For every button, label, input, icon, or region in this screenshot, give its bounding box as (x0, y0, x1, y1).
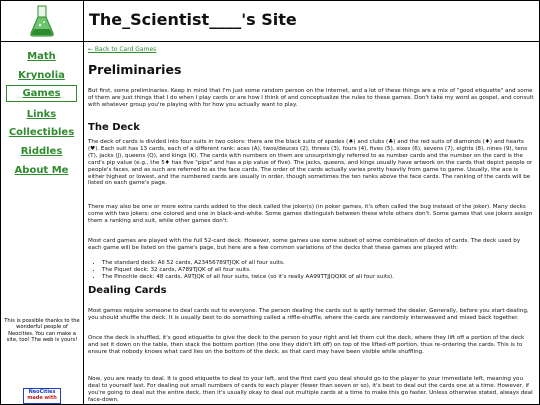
sidebar-item-about-me[interactable]: About Me (14, 165, 69, 176)
sidebar-item-games[interactable]: Games (6, 85, 77, 102)
list-item: • The Pinochle deck: 48 cards, A9TJQK of all four suits, twice (so it's really AA99TTJJQQKK of all four suits). (102, 274, 534, 281)
dealing-paragraph-1: Most games require someone to deal cards out to everyone. The person dealing the cards out is aptly termed the dealer. Generally, before you start dealing, you should shuffle the deck. It is usually best to do something called a riffle-shuffle, where the cards are randomly interweaved and mixed back together. (88, 308, 529, 321)
deck-heading: The Deck (88, 122, 140, 133)
sidebar-item-krynolia[interactable]: Krynolia (18, 70, 65, 81)
dealing-paragraph-2: Once the deck is shuffled, it's good etiquette to give the deck to the person to your right and let them cut the deck, where they lift off a portion of the deck and set it down on the table, then stack the bottom portion (the one they didn't lift off) on top of the lifted-off portion, thus re-ordering the cards. This is to ensure that nobody knows what card lies on the bottom of the deck, as that card may have been visible while shuffling. (88, 335, 525, 355)
neocities-badge[interactable] (23, 388, 61, 404)
deck-variations-list (88, 260, 534, 281)
list-item: • The standard deck: All 52 cards, A23456789TJQK of all four suits. (102, 260, 534, 267)
site-logo[interactable] (0, 0, 83, 41)
neocities-credit: This is possible thanks to the wonderful people of Neocities. You can make a site, too! The web is yours! (4, 318, 80, 343)
badge-bottom-text: made with (27, 395, 57, 401)
main-content (88, 42, 536, 405)
list-item: • The Piquet deck: 32 cards, A789TJQK of all four suits. (102, 267, 534, 274)
intro-paragraph: But first, some preliminaries. Keep in mind that I'm just some random person on the internet, and a lot of these things are a mix of "good etiquette" and some of them are just things that I do when I play cards or are how I think of and conceptualize the rules to these games. Don't take my word as gospel, and consult with whatever group you're playing with for how you actually want to play. (88, 88, 534, 108)
dealing-paragraph-3: Now, you are ready to deal. It is good etiquette to deal to your left, and the first card you deal should go to the player to your immediate left, meaning you deal to yourself last. For dealing out small numbers of cards to each player (fewer than seven or so), it's best to deal out the cards one at a time. However, if you're going to deal out the entire deck, then it's usually okay to deal out multiple cards at a time to make this go faster. Unless otherwise stated, always deal face-down. (88, 376, 533, 403)
deck-paragraph-1: The deck of cards is divided into four suits in two colors: there are the black suits of spades (♠) and clubs (♣) and the red suits of diamonds (♦) and hearts (♥). Each suit has 13 cards, each of a different rank: aces (A), twos/deuces (2), threes (3), fours (4), fives (5), sixes (6), sevens (7), eights (8), nines (9), tens (T), jacks (J), queens (Q), and kings (K). The cards with numbers on them are unsurprisingly referred to as number cards and the number on the card is the card's pip value (e.g., the 5♦ has five "pips" and has a pip value of five). The jacks, queens, and kings usually have artwork on the cards that depict people or people's faces, and as such are referred to as the face cards. The order of the cards actually varies pretty heavily from game to game. Usually, the ace is either highest or lowest, and the numbered cards are usually in order, though sometimes the ten ranks above the face cards. The ranking of the cards will be listed on each game's page. (88, 139, 533, 187)
sidebar-item-collectibles[interactable]: Collectibles (8, 127, 75, 138)
sidebar-nav (0, 42, 83, 405)
badge-top-text: NeoCities (28, 389, 56, 395)
sidebar-item-riddles[interactable]: Riddles (20, 146, 63, 157)
sidebar-item-math[interactable]: Math (27, 51, 56, 62)
sidebar-item-links[interactable]: Links (26, 109, 57, 120)
flask-icon (29, 4, 55, 38)
deck-paragraph-2: There may also be one or more extra cards added to the deck called the joker(s) (in poker games, it's often called the bug instead of the joker). Many decks come with two jokers: one colored and one in black-and-white. Some games distinguish between these while others don't. Some games that use jokers assign them a ranking and suit, while other games don't. (88, 204, 533, 224)
back-to-card-games-link[interactable]: ← Back to Card Games (88, 46, 157, 53)
dealing-heading: Dealing Cards (88, 285, 167, 296)
page-title: Preliminaries (88, 62, 182, 77)
deck-paragraph-3: Most card games are played with the full 52-card deck. However, some games use some subset of some combination of decks of cards. The deck used by each game will be listed on the game's page, but here are a few common variations of the decks that these games are played with: (88, 238, 521, 251)
site-title: The_Scientist____'s Site (89, 10, 297, 29)
sidebar-divider (83, 0, 84, 405)
